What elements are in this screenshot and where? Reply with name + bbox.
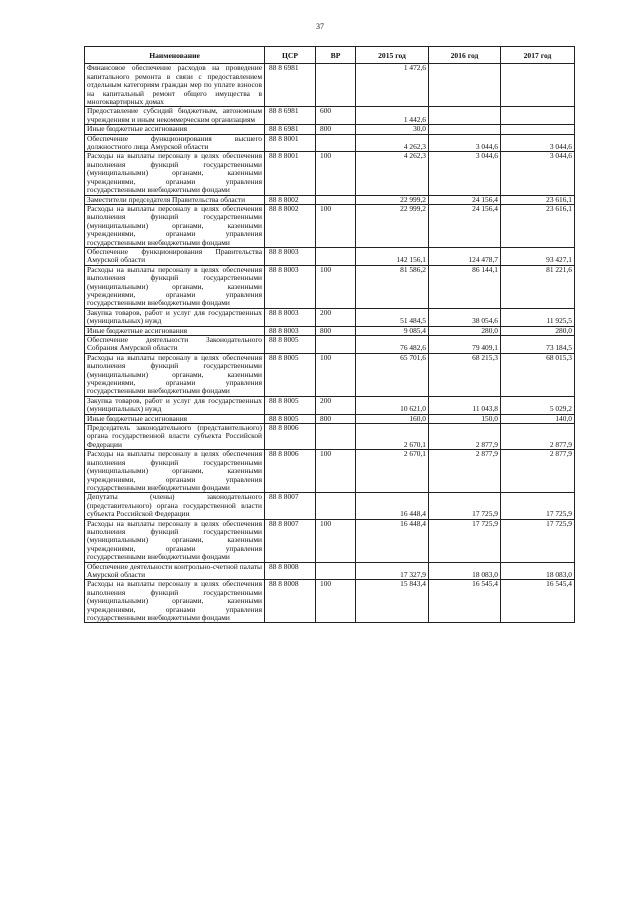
cell-name: Обеспечение функционирования высшего должностного лица Амурской области	[85, 134, 265, 152]
cell-2015: 16 448,4	[356, 493, 429, 519]
table-row	[85, 396, 575, 414]
cell-2015: 142 156,1	[356, 247, 429, 265]
cell-2017: 2 877,9	[501, 424, 575, 450]
cell-name: Расходы на выплаты персоналу в целях обеспечения выполнения функций государственными (муниципальными) органами, казенными учреждениями, органами управления государственными внебюджетными фондами	[85, 519, 265, 562]
cell-csr: 88 8 6981	[265, 125, 316, 134]
cell-2016: 2 877,9	[429, 424, 501, 450]
table-row	[85, 125, 575, 134]
table-row	[85, 336, 575, 354]
cell-csr: 88 8 8003	[265, 326, 316, 335]
cell-2015: 9 085,4	[356, 326, 429, 335]
cell-2017: 73 184,5	[501, 336, 575, 354]
cell-vr: 100	[316, 580, 356, 623]
cell-csr: 88 8 8003	[265, 308, 316, 326]
table-row	[85, 134, 575, 152]
cell-2016: 124 478,7	[429, 247, 501, 265]
table-row	[85, 152, 575, 195]
cell-2016: 68 215,3	[429, 353, 501, 396]
cell-2015: 22 999,2	[356, 195, 429, 204]
cell-2015: 15 843,4	[356, 580, 429, 623]
cell-2016: 16 545,4	[429, 580, 501, 623]
cell-2017: 23 616,1	[501, 195, 575, 204]
table-row	[85, 450, 575, 493]
cell-2017: 140,0	[501, 414, 575, 423]
cell-csr: 88 8 8005	[265, 336, 316, 354]
table-row	[85, 493, 575, 519]
cell-vr	[316, 247, 356, 265]
cell-2015: 2 670,1	[356, 424, 429, 450]
column-header-name: Наименование	[85, 47, 265, 64]
cell-name: Обеспечение функционирования Правительства Амурской области	[85, 247, 265, 265]
table-row	[85, 519, 575, 562]
cell-2017: 5 029,2	[501, 396, 575, 414]
cell-2017: 18 083,0	[501, 562, 575, 580]
cell-2015: 17 327,9	[356, 562, 429, 580]
cell-2016: 86 144,1	[429, 265, 501, 308]
cell-2017	[501, 107, 575, 125]
cell-name: Депутаты (члены) законодательного (представительного) органа государственной власти субъекта Российской Федерации	[85, 493, 265, 519]
cell-name: Предоставление субсидий бюджетным, автономным учреждениям и иным некоммерческим организациям	[85, 107, 265, 125]
cell-2015: 76 482,6	[356, 336, 429, 354]
cell-2017: 93 427,1	[501, 247, 575, 265]
cell-2017: 17 725,9	[501, 493, 575, 519]
table-row	[85, 353, 575, 396]
cell-2016: 3 044,6	[429, 152, 501, 195]
cell-2017: 23 616,1	[501, 204, 575, 247]
cell-2017: 11 925,5	[501, 308, 575, 326]
cell-2016: 17 725,9	[429, 493, 501, 519]
cell-vr	[316, 336, 356, 354]
cell-2017	[501, 125, 575, 134]
budget-table	[84, 46, 575, 623]
table-row	[85, 308, 575, 326]
cell-vr: 200	[316, 396, 356, 414]
cell-2015: 81 586,2	[356, 265, 429, 308]
cell-2016: 280,0	[429, 326, 501, 335]
cell-vr: 100	[316, 152, 356, 195]
cell-name: Финансовое обеспечение расходов на проведение капитального ремонта в связи с предоставлением отдельным категориям граждан мер по уплате взносов на капитальный ремонт общего имущества в многоквартирных домах	[85, 64, 265, 107]
column-header-2015: 2015 год	[356, 47, 429, 64]
cell-csr: 88 8 8006	[265, 424, 316, 450]
cell-name: Расходы на выплаты персоналу в целях обеспечения выполнения функций государственными (муниципальными) органами, казенными учреждениями, органами управления государственными внебюджетными фондами	[85, 265, 265, 308]
cell-name: Расходы на выплаты персоналу в целях обеспечения выполнения функций государственными (муниципальными) органами, казенными учреждениями, органами управления государственными внебюджетными фондами	[85, 353, 265, 396]
cell-name: Обеспечение деятельности Законодательного Собрания Амурской области	[85, 336, 265, 354]
cell-2015: 1 472,6	[356, 64, 429, 107]
cell-vr	[316, 64, 356, 107]
cell-2017: 3 044,6	[501, 152, 575, 195]
cell-vr: 100	[316, 450, 356, 493]
cell-csr: 88 8 8007	[265, 493, 316, 519]
table-row	[85, 326, 575, 335]
cell-vr: 100	[316, 265, 356, 308]
cell-csr: 88 8 8002	[265, 195, 316, 204]
cell-csr: 88 8 8003	[265, 247, 316, 265]
cell-csr: 88 8 8005	[265, 414, 316, 423]
table-row	[85, 562, 575, 580]
cell-2017: 16 545,4	[501, 580, 575, 623]
cell-2016: 24 156,4	[429, 195, 501, 204]
cell-2017: 68 015,3	[501, 353, 575, 396]
cell-2015: 2 670,1	[356, 450, 429, 493]
cell-vr: 600	[316, 107, 356, 125]
cell-2015: 22 999,2	[356, 204, 429, 247]
cell-2017: 3 044,6	[501, 134, 575, 152]
cell-2017: 280,0	[501, 326, 575, 335]
cell-vr	[316, 562, 356, 580]
cell-csr: 88 8 6981	[265, 64, 316, 107]
table-row	[85, 107, 575, 125]
cell-vr: 100	[316, 204, 356, 247]
cell-name: Расходы на выплаты персоналу в целях обеспечения выполнения функций государственными (муниципальными) органами, казенными учреждениями, органами управления государственными внебюджетными фондами	[85, 580, 265, 623]
cell-vr	[316, 424, 356, 450]
cell-csr: 88 8 8005	[265, 353, 316, 396]
cell-csr: 88 8 8003	[265, 265, 316, 308]
cell-vr: 100	[316, 519, 356, 562]
cell-vr: 800	[316, 326, 356, 335]
cell-2016: 24 156,4	[429, 204, 501, 247]
cell-vr	[316, 493, 356, 519]
cell-2017: 17 725,9	[501, 519, 575, 562]
cell-2015: 16 448,4	[356, 519, 429, 562]
cell-name: Председатель законодательного (представительного) органа государственной власти субъекта Российской Федерации	[85, 424, 265, 450]
table-row	[85, 265, 575, 308]
cell-name: Закупка товаров, работ и услуг для государственных (муниципальных) нужд	[85, 308, 265, 326]
page-number: 37	[316, 22, 324, 31]
cell-2015: 30,0	[356, 125, 429, 134]
cell-name: Расходы на выплаты персоналу в целях обеспечения выполнения функций государственными (муниципальными) органами, казенными учреждениями, органами управления государственными внебюджетными фондами	[85, 204, 265, 247]
cell-2017	[501, 64, 575, 107]
cell-2015: 65 701,6	[356, 353, 429, 396]
cell-csr: 88 8 8002	[265, 204, 316, 247]
table-row	[85, 424, 575, 450]
cell-vr: 100	[316, 353, 356, 396]
cell-csr: 88 8 8006	[265, 450, 316, 493]
cell-2016: 38 054,6	[429, 308, 501, 326]
cell-2016: 11 043,8	[429, 396, 501, 414]
cell-csr: 88 8 6981	[265, 107, 316, 125]
cell-2015: 51 484,5	[356, 308, 429, 326]
table-row	[85, 204, 575, 247]
table-row	[85, 64, 575, 107]
table-body	[85, 64, 575, 623]
cell-name: Заместители председателя Правительства области	[85, 195, 265, 204]
cell-2016	[429, 107, 501, 125]
cell-2016: 150,0	[429, 414, 501, 423]
cell-csr: 88 8 8005	[265, 396, 316, 414]
cell-csr: 88 8 8007	[265, 519, 316, 562]
cell-vr: 800	[316, 125, 356, 134]
cell-2015: 4 262,3	[356, 134, 429, 152]
table-row	[85, 580, 575, 623]
cell-vr: 800	[316, 414, 356, 423]
column-header-2016: 2016 год	[429, 47, 501, 64]
cell-2016: 79 409,1	[429, 336, 501, 354]
cell-csr: 88 8 8008	[265, 562, 316, 580]
cell-csr: 88 8 8001	[265, 152, 316, 195]
column-header-2017: 2017 год	[501, 47, 575, 64]
table-header-row	[85, 47, 575, 64]
cell-2016: 18 083,0	[429, 562, 501, 580]
column-header-vr: ВР	[316, 47, 356, 64]
cell-name: Закупка товаров, работ и услуг для государственных (муниципальных) нужд	[85, 396, 265, 414]
cell-2017: 2 877,9	[501, 450, 575, 493]
cell-2016: 17 725,9	[429, 519, 501, 562]
column-header-csr: ЦСР	[265, 47, 316, 64]
cell-2015: 4 262,3	[356, 152, 429, 195]
cell-vr: 200	[316, 308, 356, 326]
cell-name: Обеспечение деятельности контрольно-счетной палаты Амурской области	[85, 562, 265, 580]
cell-2016	[429, 64, 501, 107]
cell-2015: 1 442,6	[356, 107, 429, 125]
table-row	[85, 414, 575, 423]
cell-name: Иные бюджетные ассигнования	[85, 125, 265, 134]
cell-csr: 88 8 8008	[265, 580, 316, 623]
cell-name: Иные бюджетные ассигнования	[85, 326, 265, 335]
cell-name: Расходы на выплаты персоналу в целях обеспечения выполнения функций государственными (муниципальными) органами, казенными учреждениями, органами управления государственными внебюджетными фондами	[85, 152, 265, 195]
cell-vr	[316, 134, 356, 152]
cell-2016: 3 044,6	[429, 134, 501, 152]
cell-vr	[316, 195, 356, 204]
cell-name: Расходы на выплаты персоналу в целях обеспечения выполнения функций государственными (муниципальными) органами, казенными учреждениями, органами управления государственными внебюджетными фондами	[85, 450, 265, 493]
cell-2015: 160,0	[356, 414, 429, 423]
cell-name: Иные бюджетные ассигнования	[85, 414, 265, 423]
table-row	[85, 247, 575, 265]
cell-2017: 81 221,6	[501, 265, 575, 308]
cell-2016: 2 877,9	[429, 450, 501, 493]
cell-2015: 10 621,0	[356, 396, 429, 414]
cell-2016	[429, 125, 501, 134]
table-row	[85, 195, 575, 204]
cell-csr: 88 8 8001	[265, 134, 316, 152]
